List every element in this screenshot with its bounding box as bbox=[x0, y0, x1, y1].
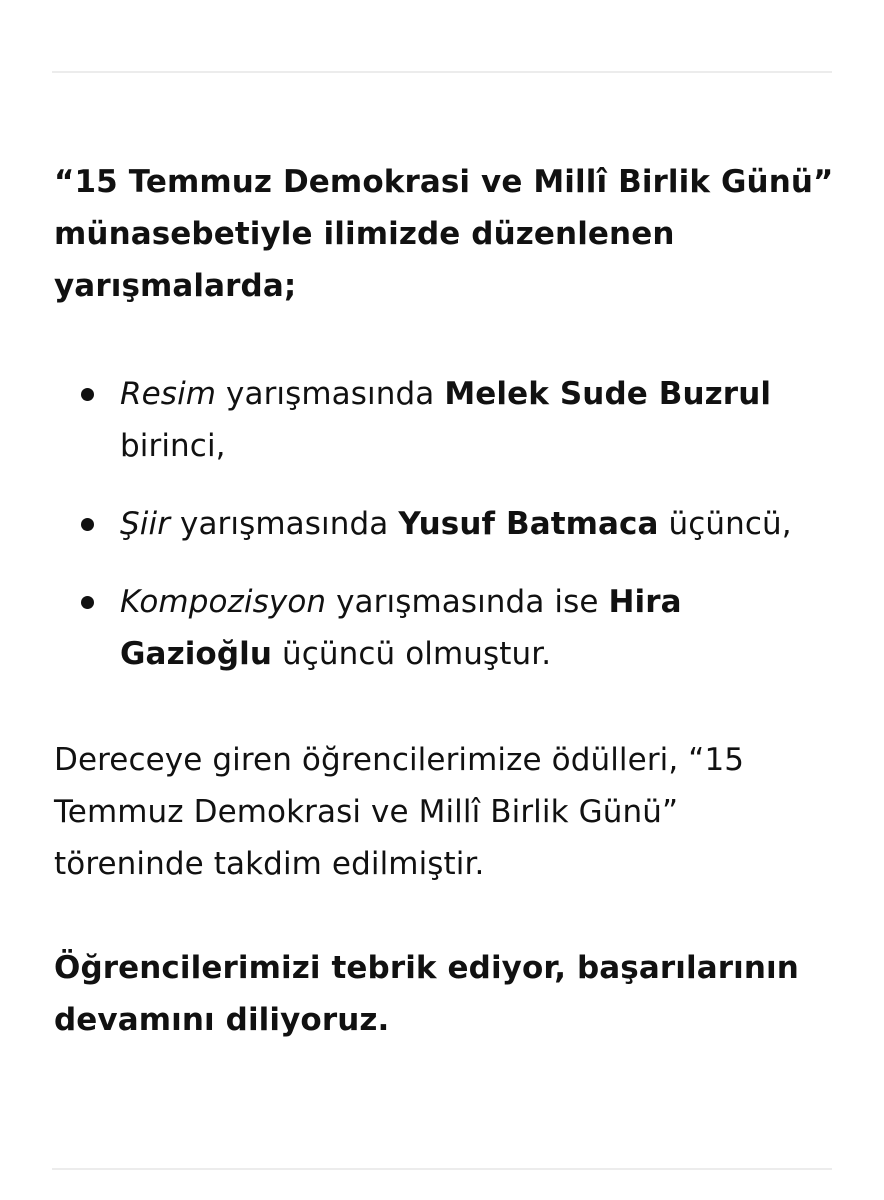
bullet-icon bbox=[81, 518, 94, 531]
award-category: Resim bbox=[120, 376, 217, 412]
bottom-divider bbox=[52, 1168, 832, 1170]
award-rank: üçüncü, bbox=[658, 506, 792, 542]
award-winner-name: Hira Gazioğlu bbox=[120, 584, 682, 672]
award-rank: üçüncü olmuştur. bbox=[272, 636, 552, 672]
ceremony-paragraph: Dereceye giren öğrencilerimize ödülleri, “15 Temmuz Demokrasi ve Millî Birlik Günü” töreninde takdim edilmiştir. bbox=[54, 742, 745, 882]
award-winner-name: Yusuf Batmaca bbox=[398, 506, 659, 542]
congrats-paragraph: Öğrencilerimizi tebrik ediyor, başarılarının devamını diliyoruz. bbox=[54, 950, 799, 1038]
award-text: yarışmasında ise bbox=[326, 584, 609, 620]
top-divider bbox=[52, 71, 832, 73]
award-category: Şiir bbox=[120, 506, 171, 542]
bullet-icon bbox=[81, 596, 94, 609]
award-item-siir bbox=[54, 498, 834, 550]
award-list bbox=[54, 368, 834, 680]
article-body bbox=[54, 156, 834, 1046]
award-rank: birinci, bbox=[120, 428, 226, 464]
award-winner-name: Melek Sude Buzrul bbox=[444, 376, 772, 412]
award-text: yarışmasında bbox=[216, 376, 445, 412]
award-item-resim bbox=[54, 368, 834, 472]
award-text: yarışmasında bbox=[170, 506, 399, 542]
intro-paragraph: “15 Temmuz Demokrasi ve Millî Birlik Günü” münasebetiyle ilimizde düzenlenen yarışmalarda; bbox=[54, 164, 834, 304]
award-item-kompozisyon bbox=[54, 576, 834, 680]
bullet-icon bbox=[81, 388, 94, 401]
award-category: Kompozisyon bbox=[120, 584, 327, 620]
